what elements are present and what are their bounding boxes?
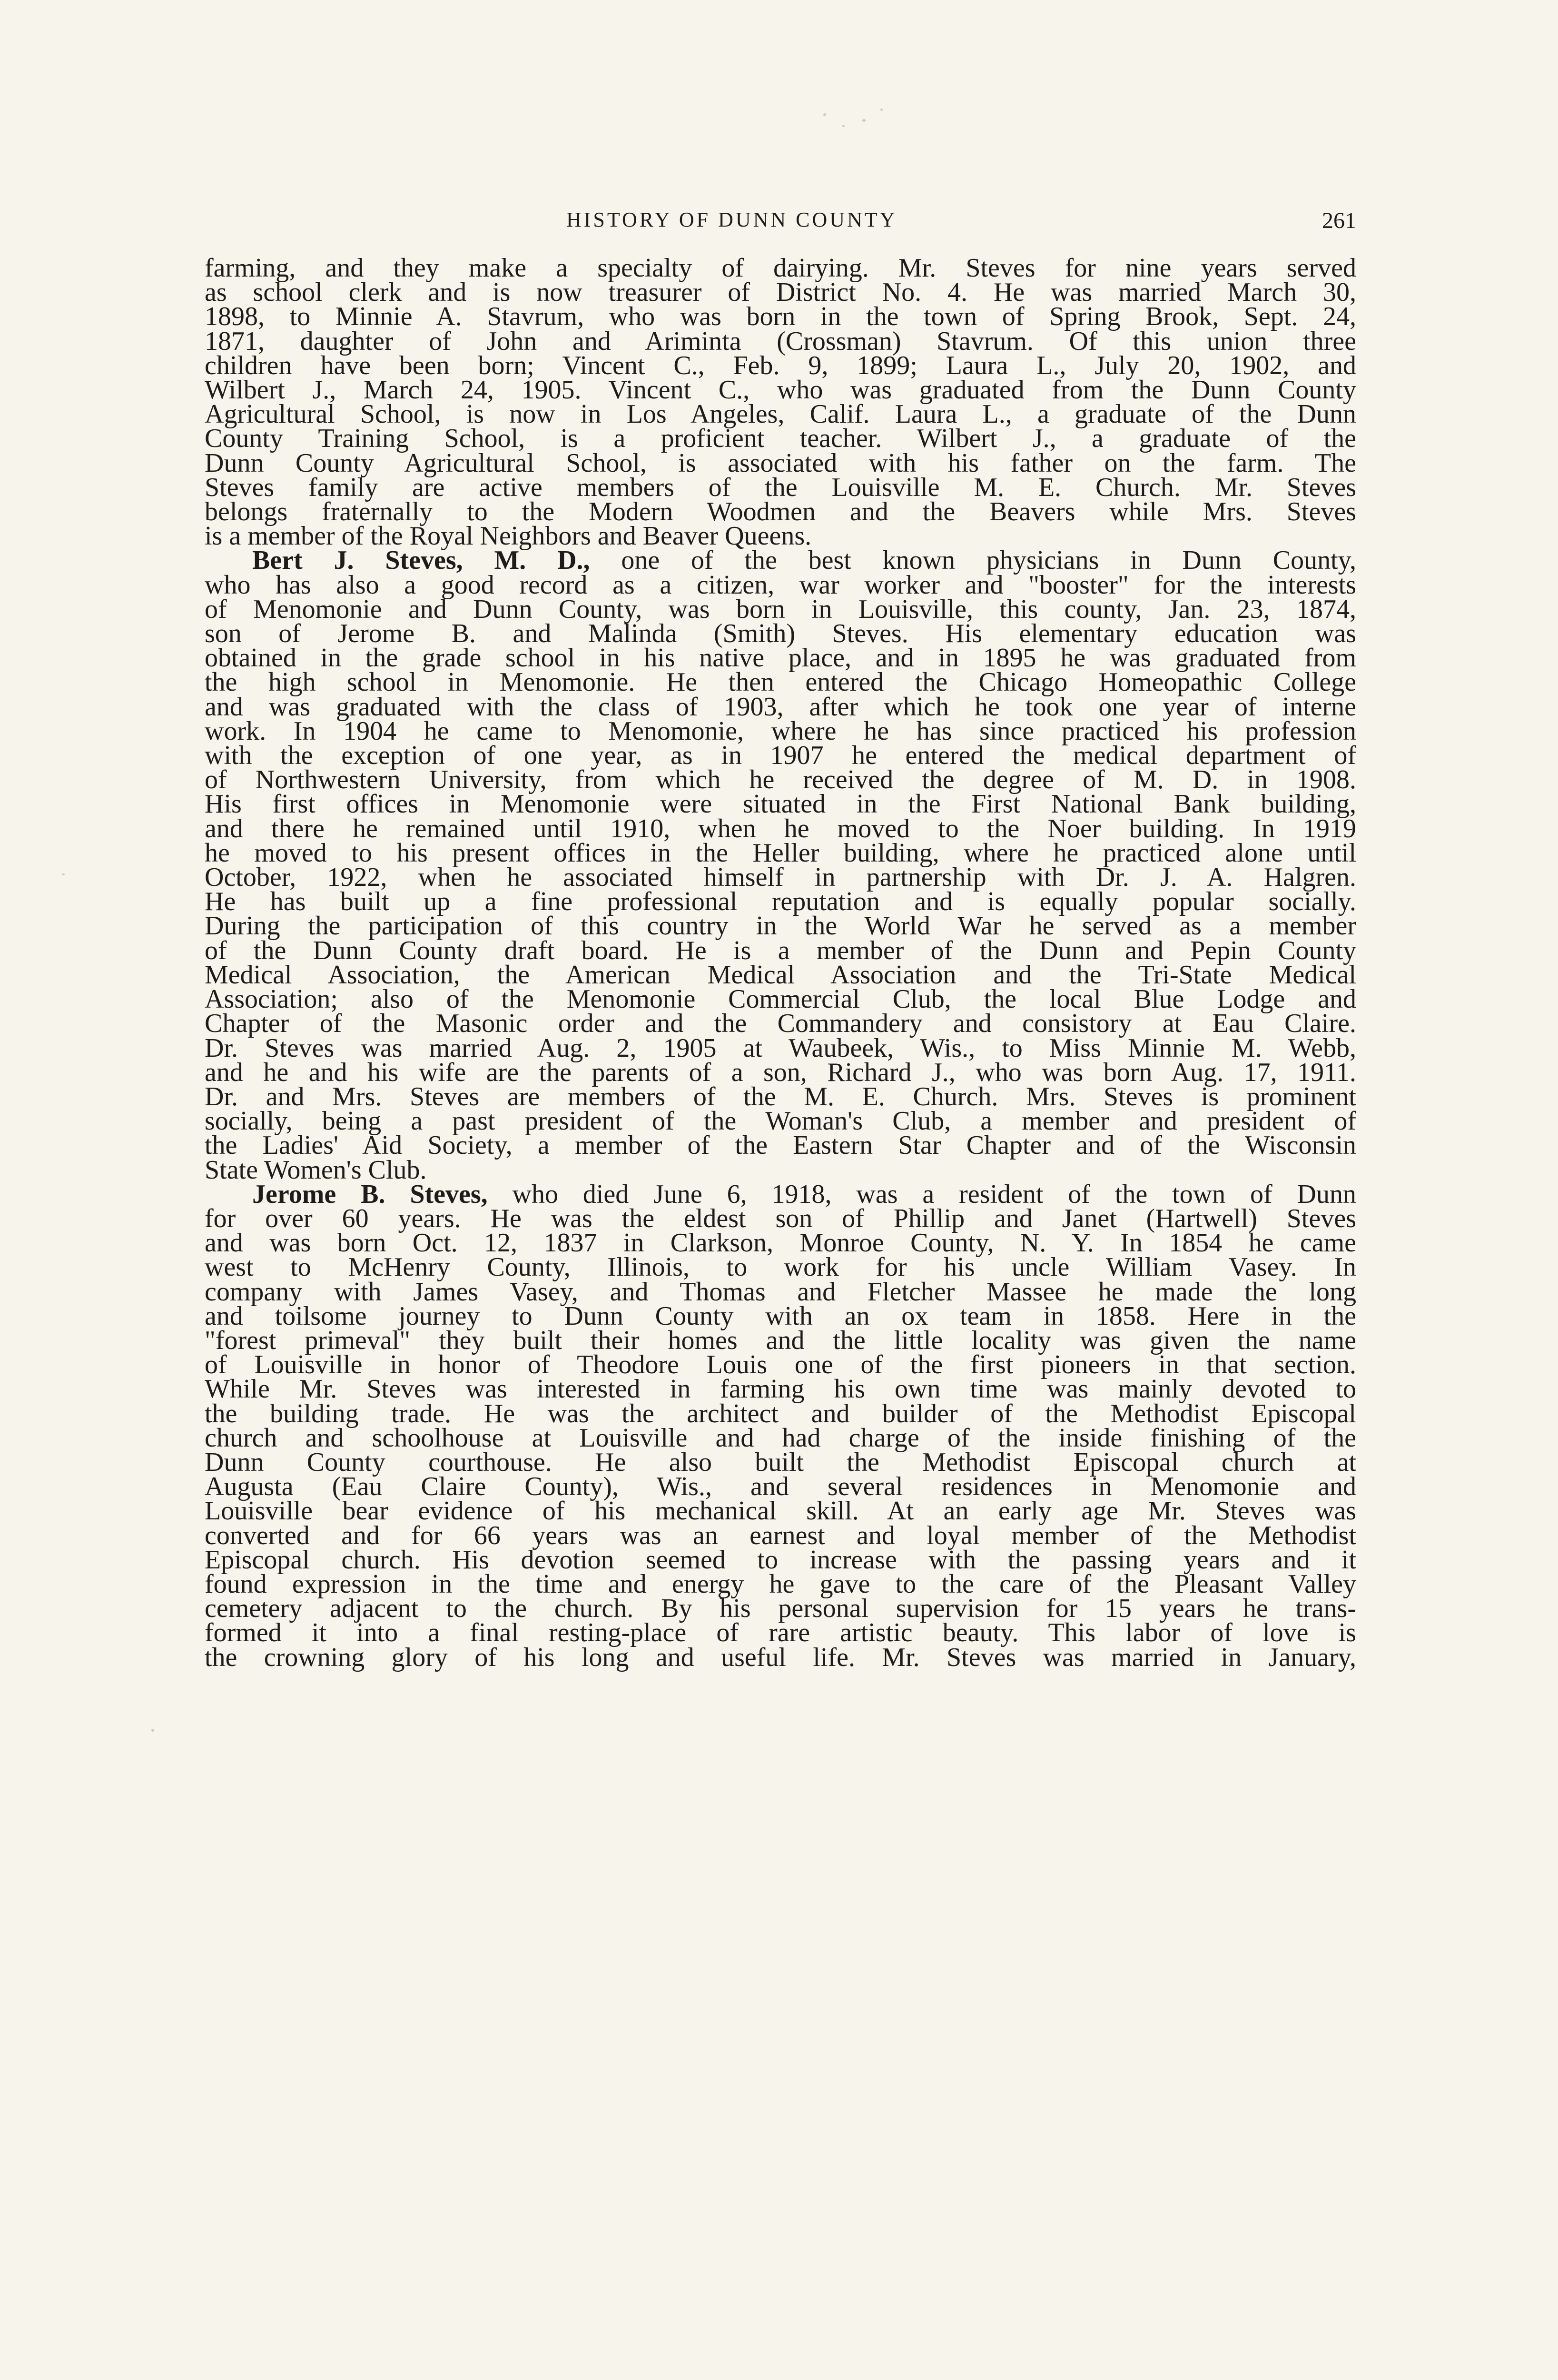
text-line: and there he remained until 1910, when he moved to the Noer building. In 1919 (205, 813, 1356, 843)
running-head: HISTORY OF DUNN COUNTY (566, 208, 897, 231)
text-line: Episcopal church. His devotion seemed to increase with the passing years and it (205, 1545, 1356, 1575)
scan-mark (862, 119, 866, 122)
text-line: with the exception of one year, as in 1907 he entered the medical department of (205, 741, 1356, 771)
page-header (205, 208, 1356, 246)
text-line: formed it into a final resting-place of rare artistic beauty. This labor of love is (205, 1618, 1356, 1648)
text-line: for over 60 years. He was the eldest son of Phillip and Janet (Hartwell) Steves (205, 1203, 1356, 1233)
scan-mark (842, 125, 845, 127)
text-line: belongs fraternally to the Modern Woodmen and the Beavers while Mrs. Steves (205, 497, 1356, 527)
text-line: While Mr. Steves was interested in farming his own time was mainly devoted to (205, 1374, 1356, 1404)
page-number: 261 (1322, 208, 1356, 233)
text-line: obtained in the grade school in his native place, and in 1895 he was graduated from (205, 643, 1356, 673)
page-body (205, 253, 1356, 1672)
text-line: church and schoolhouse at Louisville and had charge of the inside finishing of the (205, 1423, 1356, 1453)
text-line: During the participation of this country in the World War he served as a member (205, 911, 1356, 941)
text-line: and toilsome journey to Dunn County with an ox team in 1858. Here in the (205, 1301, 1356, 1331)
scan-mark (880, 109, 883, 111)
text-line: who has also a good record as a citizen, war worker and "booster" for the interests (205, 570, 1356, 600)
text-line: Medical Association, the American Medical Association and the Tri-State Medical (205, 960, 1356, 990)
text-line: Wilbert J., March 24, 1905. Vincent C., who was graduated from the Dunn County (205, 375, 1356, 405)
text-line: company with James Vasey, and Thomas and Fletcher Massee he made the long (205, 1277, 1356, 1307)
entry-name: Jerome B. Steves, (252, 1179, 488, 1209)
scan-mark (823, 113, 826, 116)
text-line: work. In 1904 he came to Menomonie, where he has since practiced his profession (205, 716, 1356, 746)
text-line: found expression in the time and energy he gave to the care of the Pleasant Valley (205, 1569, 1356, 1599)
paragraph-steves-family (205, 253, 1356, 551)
text-line: west to McHenry County, Illinois, to work for his uncle William Vasey. In (205, 1252, 1356, 1282)
text-line: Louisville bear evidence of his mechanical skill. At an early age Mr. Steves was (205, 1496, 1356, 1526)
text-line: of the Dunn County draft board. He is a member of the Dunn and Pepin County (205, 935, 1356, 965)
entry-name: Bert J. Steves, M. D., (252, 545, 590, 575)
text-line: and was graduated with the class of 1903, after which he took one year of interne (205, 692, 1356, 722)
text-line: and was born Oct. 12, 1837 in Clarkson, Monroe County, N. Y. In 1854 he came (205, 1228, 1356, 1258)
text-line: Dr. Steves was married Aug. 2, 1905 at Waubeek, Wis., to Miss Minnie M. Webb, (205, 1033, 1356, 1063)
text-line: 1898, to Minnie A. Stavrum, who was born in the town of Spring Brook, Sept. 24, (205, 302, 1356, 332)
text-line: He has built up a fine professional reputation and is equally popular socially. (205, 887, 1356, 917)
text-line: Chapter of the Masonic order and the Commandery and consistory at Eau Claire. (205, 1009, 1356, 1039)
text-line: October, 1922, when he associated himself in partnership with Dr. J. A. Halgren. (205, 863, 1356, 892)
text-line: of Menomonie and Dunn County, was born in Louisville, this county, Jan. 23, 1874, (205, 594, 1356, 624)
text-line: converted and for 66 years was an earnest and loyal member of the Methodist (205, 1520, 1356, 1550)
text-line: Dr. and Mrs. Steves are members of the M. E. Church. Mrs. Steves is prominent (205, 1081, 1356, 1111)
text-line: and he and his wife are the parents of a son, Richard J., who was born Aug. 17, 1911. (205, 1057, 1356, 1087)
text-line: of Louisville in honor of Theodore Louis one of the first pioneers in that section. (205, 1350, 1356, 1380)
text-line: 1871, daughter of John and Ariminta (Crossman) Stavrum. Of this union three (205, 326, 1356, 356)
text-line: farming, and they make a specialty of dairying. Mr. Steves for nine years served (205, 253, 1356, 283)
text-line (205, 1179, 1356, 1209)
text-line: cemetery adjacent to the church. By his personal supervision for 15 years he trans- (205, 1594, 1356, 1624)
text-line: Dunn County Agricultural School, is associated with his father on the farm. The (205, 448, 1356, 478)
text-line: children have been born; Vincent C., Feb. 9, 1899; Laura L., July 20, 1902, and (205, 350, 1356, 380)
text-line: the high school in Menomonie. He then entered the Chicago Homeopathic College (205, 667, 1356, 697)
scan-mark (151, 1729, 154, 1732)
text-line: County Training School, is a proficient teacher. Wilbert J., a graduate of the (205, 424, 1356, 454)
text-line: of Northwestern University, from which he received the degree of M. D. in 1908. (205, 765, 1356, 795)
paragraph-jerome-b-steves (205, 1179, 1356, 1672)
text-line: the Ladies' Aid Society, a member of the Eastern Star Chapter and of the Wisconsin (205, 1130, 1356, 1160)
scan-mark (62, 873, 65, 875)
text-line: socially, being a past president of the Woman's Club, a member and president of (205, 1106, 1356, 1136)
text-line: as school clerk and is now treasurer of District No. 4. He was married March 30, (205, 278, 1356, 307)
text-line: Steves family are active members of the Louisville M. E. Church. Mr. Steves (205, 472, 1356, 502)
text-line (205, 545, 1356, 575)
text-line: he moved to his present offices in the Heller building, where he practiced alone until (205, 838, 1356, 868)
text-line: "forest primeval" they built their homes and the little locality was given the name (205, 1325, 1356, 1355)
text-line: the building trade. He was the architect and builder of the Methodist Episcopal (205, 1398, 1356, 1428)
text-line: His first offices in Menomonie were situated in the First National Bank building, (205, 789, 1356, 819)
text-line: Association; also of the Menomonie Commercial Club, the local Blue Lodge and (205, 984, 1356, 1014)
text-line: is a member of the Royal Neighbors and Beaver Queens. (205, 521, 812, 551)
text-run: one of the best known physicians in Dunn County, (590, 545, 1356, 575)
text-line: Agricultural School, is now in Los Angeles, Calif. Laura L., a graduate of the Dunn (205, 399, 1356, 429)
text-line: State Women's Club. (205, 1155, 427, 1185)
text-line: Dunn County courthouse. He also built the Methodist Episcopal church at (205, 1447, 1356, 1477)
text-line: son of Jerome B. and Malinda (Smith) Steves. His elementary education was (205, 619, 1356, 649)
paragraph-bert-j-steves (205, 545, 1356, 1185)
text-line: the crowning glory of his long and useful life. Mr. Steves was married in January, (205, 1642, 1356, 1672)
text-line: Augusta (Eau Claire County), Wis., and several residences in Menomonie and (205, 1472, 1356, 1502)
text-run: who died June 6, 1918, was a resident of the town of Dunn (487, 1179, 1356, 1209)
